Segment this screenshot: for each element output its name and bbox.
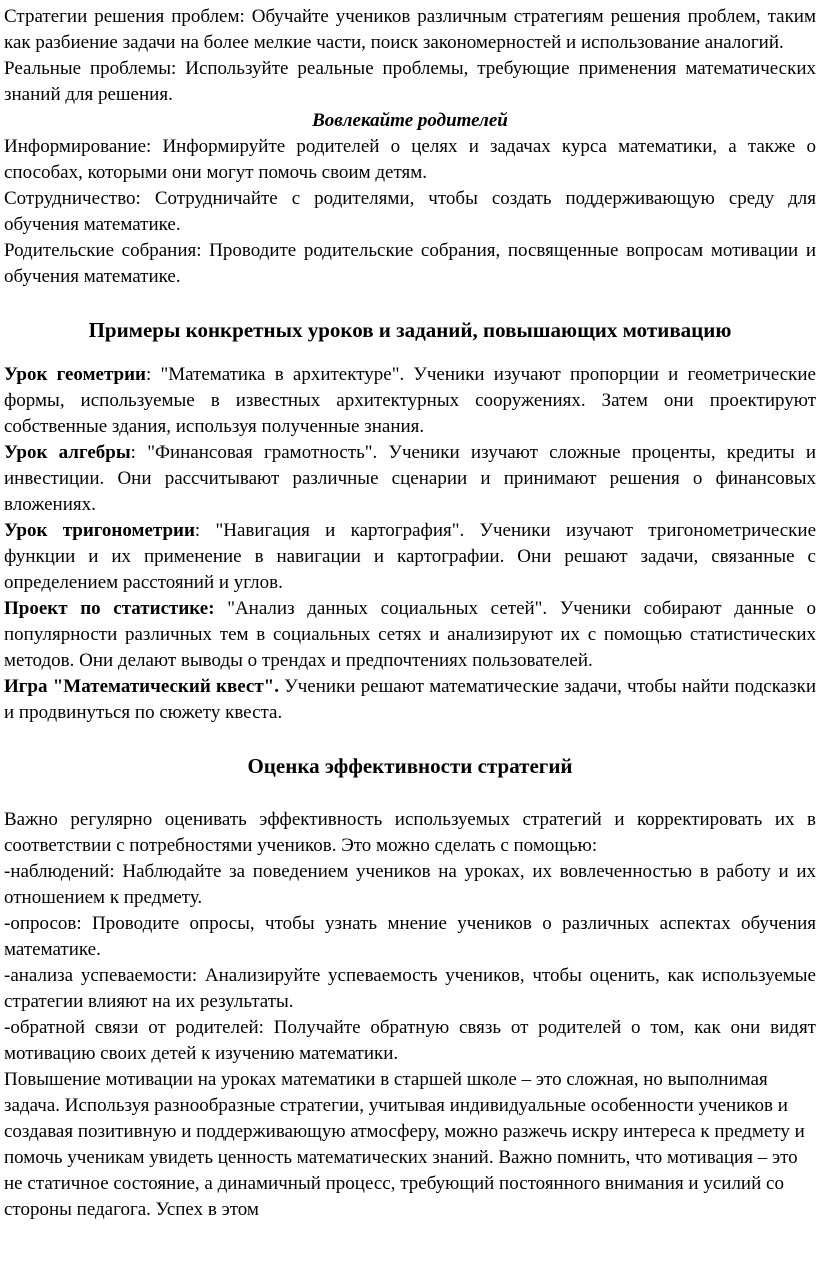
example-label: Урок тригонометрии (4, 520, 195, 541)
subheading-involve-parents: Вовлекайте родителей (312, 110, 508, 131)
example-label: Игра "Математический квест". (4, 676, 279, 697)
paragraph-parent-feedback: -обратной связи от родителей: Получайте обратную связь от родителей о том, как они видят мотивацию своих детей к изучению математики. (4, 1017, 816, 1064)
example-text: "Математика в архитектуре". Ученики изучают пропорции и геометрические формы, используемые в известных архитектурных сооружениях. Затем они проектируют собственные здания, используя полученные знания. (4, 364, 816, 437)
example-algebra: Урок алгебры: "Финансовая грамотность". Ученики изучают сложные проценты, кредиты и инвестиции. Они рассчитывают различные сценарии и принимают решения о финансовых вложениях. (4, 442, 816, 515)
paragraph-parent-meetings: Родительские собрания: Проводите родительские собрания, посвященные вопросам мотивации и обучения математике. (4, 240, 816, 287)
paragraph-real-problems: Реальные проблемы: Используйте реальные проблемы, требующие применения математических знаний для решения. (4, 58, 816, 105)
example-label: Урок алгебры (4, 442, 131, 463)
paragraph-problem-solving: Стратегии решения проблем: Обучайте учеников различным стратегиям решения проблем, таким как разбиение задачи на более мелкие части, поиск закономерностей и использование аналогий. (4, 6, 816, 53)
paragraph-performance-analysis: -анализа успеваемости: Анализируйте успеваемость учеников, чтобы оценить, как используемые стратегии влияют на их результаты. (4, 965, 816, 1012)
example-text: Ученики решают математические задачи, чтобы найти подсказки и продвинуться по сюжету квеста. (4, 676, 816, 723)
example-text: "Навигация и картография". Ученики изучают тригонометрические функции и их применение в навигации и картографии. Они решают задачи, связанные с определением расстояний и углов. (4, 520, 816, 593)
paragraph-surveys: -опросов: Проводите опросы, чтобы узнать мнение учеников о различных аспектах обучения математике. (4, 913, 816, 960)
paragraph-cooperation: Сотрудничество: Сотрудничайте с родителями, чтобы создать поддерживающую среду для обучения математике. (4, 188, 816, 235)
paragraph-observations: -наблюдений: Наблюдайте за поведением учеников на уроках, их вовлеченностью в работу и их отношением к предмету. (4, 861, 816, 908)
paragraph-evaluation-intro: Важно регулярно оценивать эффективность используемых стратегий и корректировать их в соответствии с потребностями учеников. Это можно сделать с помощью: (4, 809, 816, 856)
example-statistics (4, 596, 816, 674)
example-text: "Финансовая грамотность". Ученики изучают сложные проценты, кредиты и инвестиции. Они рассчитывают различные сценарии и принимают решения о финансовых вложениях. (4, 442, 816, 515)
paragraph-conclusion: Повышение мотивации на уроках математики в старшей школе – это сложная, но выполнимая задача. Используя разнообразные стратегии, учитывая индивидуальные особенности учеников и создавая позитивную и поддерживающую атмосферу, можно разжечь искру интереса к предмету и помочь ученикам увидеть ценность математических знаний. Важно помнить, что мотивация – это не статичное состояние, а динамичный процесс, требующий постоянного внимания и усилий со стороны педагога. Успех в этом (4, 1069, 805, 1220)
example-geometry: Урок геометрии: "Математика в архитектуре". Ученики изучают пропорции и геометрические формы, используемые в известных архитектурных сооружениях. Затем они проектируют собственные здания, используя полученные знания. (4, 364, 816, 437)
example-label: Проект по статистике: (4, 598, 215, 619)
section-title-evaluation: Оценка эффективности стратегий (247, 754, 573, 778)
example-label: Урок геометрии (4, 364, 146, 385)
example-text: "Анализ данных социальных сетей". Ученики собирают данные о популярности различных тем в социальных сетях и анализируют их с помощью статистических методов. Они делают выводы о трендах и предпочтениях пользователей. (4, 598, 816, 671)
section-title-examples: Примеры конкретных уроков и заданий, повышающих мотивацию (88, 318, 732, 342)
paragraph-informing: Информирование: Информируйте родителей о целях и задачах курса математики, а также о способах, которыми они могут помочь своим детям. (4, 136, 816, 183)
example-trigonometry: Урок тригонометрии: "Навигация и картография". Ученики изучают тригонометрические функции и их применение в навигации и картографии. Они решают задачи, связанные с определением расстояний и углов. (4, 520, 816, 593)
example-quest-game (4, 674, 816, 726)
